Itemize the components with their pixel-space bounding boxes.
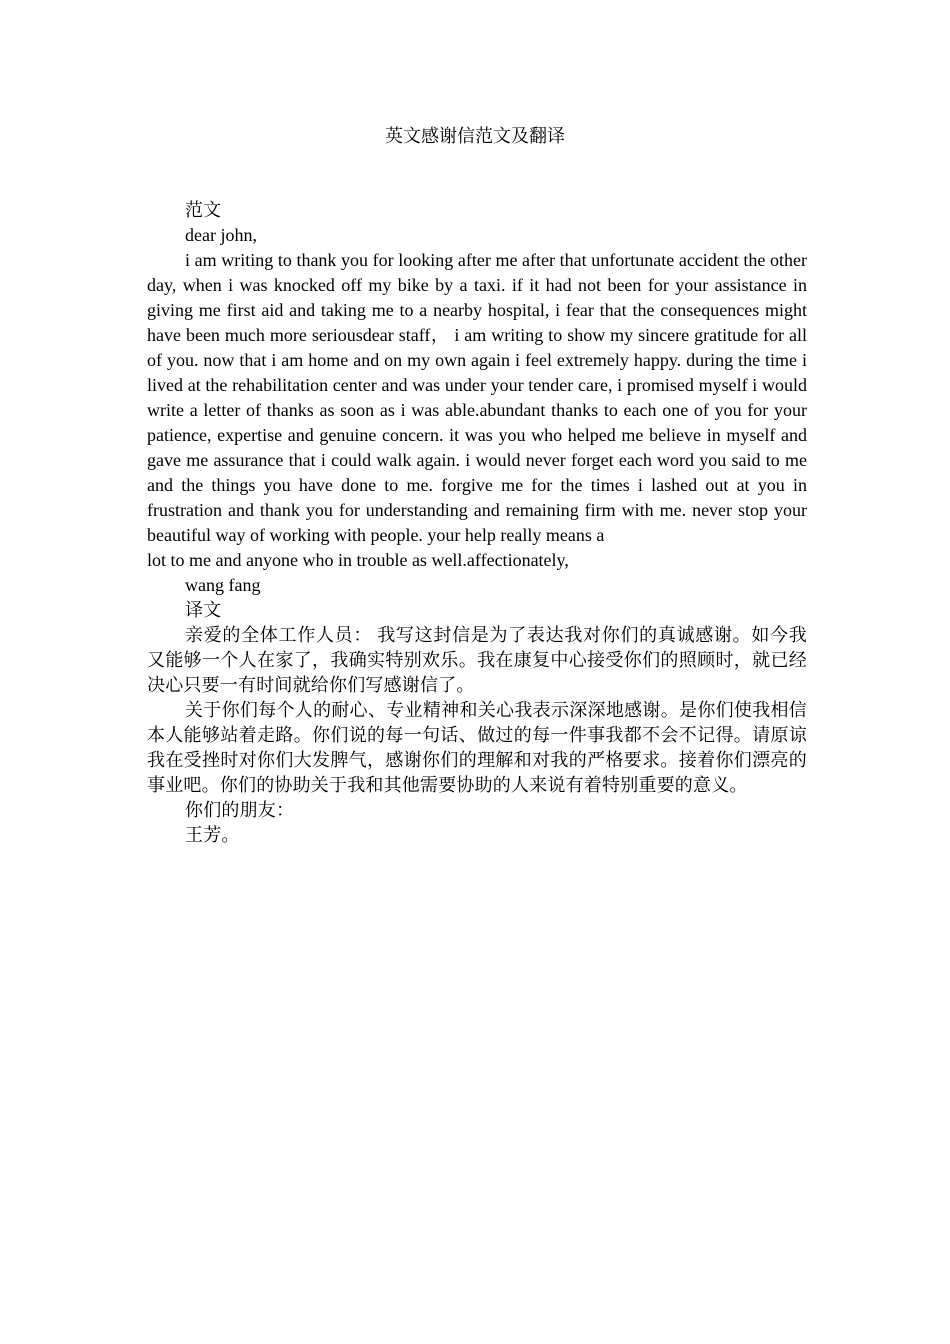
document-title: 英文感谢信范文及翻译: [385, 126, 565, 146]
chinese-paragraph-1: 亲爱的全体工作人员： 我写这封信是为了表达我对你们的真诚感谢。如今我又能够一个人在家了，我确实特别欢乐。我在康复中心接受你们的照顾时，就已经决心只要一有时间就给你们写感谢信了。: [147, 625, 807, 695]
english-signature: wang fang: [185, 575, 261, 595]
english-paragraph-2: lot to me and anyone who in trouble as well.affectionately,: [147, 550, 569, 570]
document-body: [147, 198, 807, 848]
english-paragraph-1: i am writing to thank you for looking after me after that unfortunate accident the other day, when i was knocked off my bike by a taxi. if it had not been for your assistance in giving me first aid and taking me to a nearby hospital, i fear that the consequences might have been much more seriousdear staff， i am writing to show my sincere gratitude for all of you. now that i am home and on my own again i feel extremely happy. during the time i lived at the rehabilitation center and was under your tender care, i promised myself i would write a letter of thanks as soon as i was able.abundant thanks to each one of you for your patience, expertise and genuine concern. it was you who helped me believe in myself and gave me assurance that i could walk again. i would never forget each word you said to me and the things you have done to me. forgive me for the times i lashed out at you in frustration and thank you for understanding and remaining firm with me. never stop your beautiful way of working with people. your help really means a: [147, 250, 807, 545]
chinese-paragraph-2: 关于你们每个人的耐心、专业精神和关心我表示深深地感谢。是你们使我相信本人能够站着走路。你们说的每一句话、做过的每一件事我都不会不记得。请原谅我在受挫时对你们大发脾气，感谢你们的理解和对我的严格要求。接着你们漂亮的事业吧。你们的协助关于我和其他需要协助的人来说有着特别重要的意义。: [147, 700, 807, 795]
translation-heading: 译文: [185, 600, 222, 620]
english-salutation: dear john,: [185, 225, 257, 245]
chinese-signature: 王芳。: [185, 825, 240, 845]
sample-heading: 范文: [185, 200, 221, 220]
chinese-closing: 你们的朋友：: [185, 800, 295, 820]
